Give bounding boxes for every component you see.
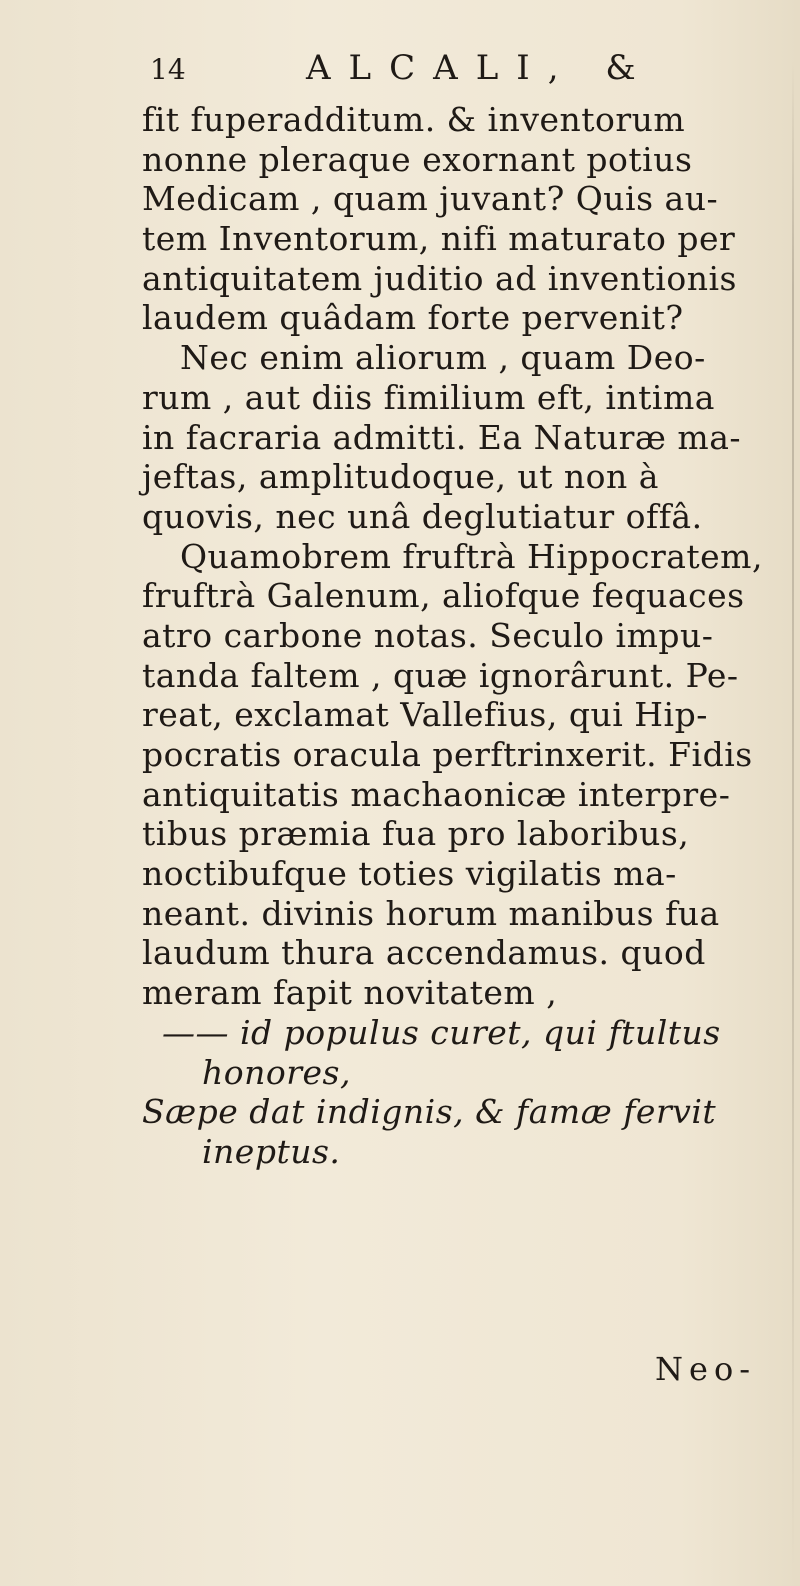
text-line: atro carbone notas. Seculo impu-	[142, 615, 714, 655]
page-edge-shadow	[792, 60, 794, 1586]
catchword: Neo-	[655, 1350, 757, 1388]
text-line: nonne pleraque exornant potius	[142, 139, 693, 179]
page-number: 14	[150, 53, 186, 86]
text-line: Quamobrem fruftrà Hippocratem,	[180, 536, 763, 576]
text-line: rum , aut diis fimilium eft, intima	[142, 377, 715, 417]
text-line: in facraria admitti. Ea Naturæ ma-	[142, 417, 742, 457]
verse-line: honores,	[202, 1052, 351, 1092]
text-line: tem Inventorum, nifi maturato per	[142, 219, 736, 259]
verse-line: —— id populus curet, qui ftultus	[162, 1012, 721, 1052]
verse-line: Sæpe dat indignis, & famæ fervit	[142, 1092, 717, 1132]
text-line: neant. divinis horum manibus fua	[142, 893, 720, 933]
text-line: antiquitatem juditio ad inventionis	[142, 258, 737, 298]
page-header	[150, 44, 710, 92]
text-line: laudum thura accendamus. quod	[142, 933, 706, 973]
text-line: fruftrà Galenum, aliofque fequaces	[142, 576, 745, 616]
text-line: tanda faltem , quæ ignorârunt. Pe-	[142, 655, 739, 695]
text-line: antiquitatis machaonicæ interpre-	[142, 774, 731, 814]
text-line: jeftas, amplitudoque, ut non à	[142, 457, 659, 497]
text-line: reat, exclamat Vallefius, qui Hip-	[142, 695, 708, 735]
text-line: laudem quâdam forte pervenit?	[142, 298, 684, 338]
text-line: pocratis oracula perftrinxerit. Fidis	[142, 735, 753, 774]
text-line: tibus præmia fua pro laboribus,	[142, 814, 690, 854]
text-line: quovis, nec unâ deglutiatur offâ.	[142, 496, 703, 536]
text-line: fit fuperadditum. & inventorum	[142, 100, 686, 139]
running-title: ALCALI, &	[306, 48, 654, 88]
text-line: Medicam , quam juvant? Quis au-	[142, 179, 719, 219]
verse-line: ineptus.	[202, 1131, 341, 1171]
text-line: meram fapit novitatem ,	[142, 973, 558, 1013]
text-line: noctibufque toties vigilatis ma-	[142, 854, 677, 894]
body-text	[142, 100, 782, 1172]
text-line: Nec enim aliorum , quam Deo-	[180, 338, 706, 378]
